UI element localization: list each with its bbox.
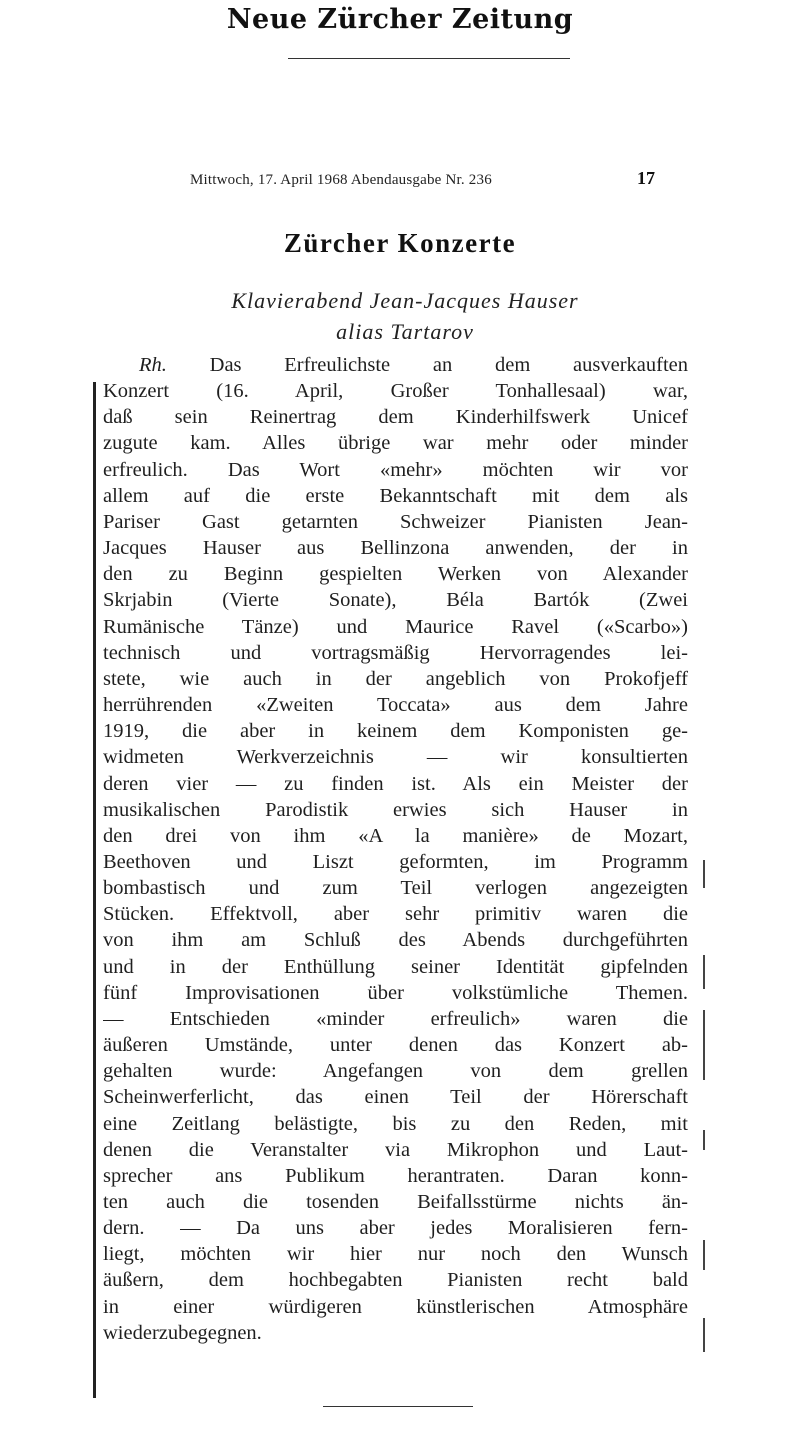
article-line: technisch und vortragsmäßig Hervorragendes lei- — [103, 641, 688, 664]
article-line: Jacques Hauser aus Bellinzona anwenden, der in — [103, 537, 688, 560]
column-marker-right — [703, 1318, 705, 1352]
column-marker-right — [703, 955, 705, 989]
article-line: Scheinwerferlicht, das einen Teil der Hörerschaft — [103, 1086, 688, 1109]
article-line: denen die Veranstalter via Mikrophon und Laut- — [103, 1138, 688, 1161]
subheadline — [160, 285, 650, 347]
column-marker-right — [703, 1240, 705, 1270]
column-marker-right — [703, 1130, 705, 1150]
article-line: liegt, möchten wir hier nur noch den Wunsch — [103, 1243, 688, 1266]
article-line: wiederzubegegnen. — [103, 1321, 262, 1344]
article-line: allem auf die erste Bekanntschaft mit dem als — [103, 484, 688, 507]
column-marker-left — [93, 382, 96, 1398]
article-line: erfreulich. Das Wort «mehr» möchten wir vor — [103, 458, 688, 481]
article-line: daß sein Reinertrag dem Kinderhilfswerk Unicef — [103, 406, 688, 429]
article-line: Beethoven und Liszt geformten, im Programm — [103, 850, 688, 873]
article-line: äußern, dem hochbegabten Pianisten recht bald — [103, 1269, 688, 1292]
article-line: Konzert (16. April, Großer Tonhallesaal) war, — [103, 380, 688, 403]
article-line: musikalischen Parodistik erwies sich Hauser in — [103, 798, 688, 821]
article-line: dern. — Da uns aber jedes Moralisieren fern- — [103, 1217, 688, 1240]
article-line: ten auch die tosenden Beifallsstürme nichts än- — [103, 1191, 688, 1213]
article-line: 1919, die aber in keinem dem Komponisten ge- — [103, 720, 688, 743]
article-line: zugute kam. Alles übrige war mehr oder minder — [103, 432, 688, 455]
article-line: eine Zeitlang belästigte, bis zu den Reden, mit — [103, 1112, 688, 1135]
author-initials: Rh. — [139, 354, 167, 376]
article-line: Stücken. Effektvoll, aber sehr primitiv waren die — [103, 903, 688, 926]
article-line: herrührenden «Zweiten Toccata» aus dem Jahre — [103, 694, 688, 717]
article-line: widmeten Werkverzeichnis — wir konsultierten — [103, 746, 688, 769]
article-line: bombastisch und zum Teil verlogen angezeigten — [103, 877, 688, 900]
article-line: Rh. Das Erfreulichste an dem ausverkauften — [139, 354, 688, 376]
article-line: den zu Beginn gespielten Werken von Alexander — [103, 563, 688, 586]
headline: Zürcher Konzerte — [283, 228, 517, 258]
article-line: und in der Enthüllung seiner Identität gipfelnden — [103, 955, 688, 978]
article-line: Rumänische Tänze) und Maurice Ravel («Scarbo») — [103, 615, 688, 638]
column-marker-right — [703, 1010, 705, 1080]
article-line: — Entschieden «minder erfreulich» waren die — [103, 1007, 688, 1030]
masthead-rule — [288, 58, 570, 59]
subheadline-line: alias Tartarov — [336, 319, 474, 344]
article-line: Skrjabin (Vierte Sonate), Béla Bartók (Zwei — [103, 589, 688, 612]
article-line: von ihm am Schluß des Abends durchgeführten — [103, 929, 688, 952]
article-line: gehalten wurde: Angefangen von dem grellen — [103, 1060, 688, 1083]
article-body — [103, 352, 688, 1346]
article-line: in einer würdigeren künstlerischen Atmosphäre — [103, 1295, 688, 1318]
article-line: äußeren Umstände, unter denen das Konzert ab- — [103, 1034, 688, 1057]
page-number: 17 — [637, 168, 655, 188]
dateline: Mittwoch, 17. April 1968 Abendausgabe Nr. 236 — [190, 172, 492, 188]
article-line: deren vier — zu finden ist. Als ein Meister der — [103, 772, 688, 795]
column-marker-right — [703, 860, 705, 888]
newspaper-masthead: Neue Zürcher Zeitung — [226, 4, 574, 35]
article-line: stete, wie auch in der angeblich von Prokofjeff — [103, 667, 688, 690]
article-line: den drei von ihm «A la manière» de Mozart, — [103, 824, 688, 847]
article-line: sprecher ans Publikum herantraten. Daran konn- — [103, 1164, 688, 1187]
article-line: fünf Improvisationen über volkstümliche Themen. — [103, 981, 688, 1004]
end-rule — [323, 1406, 473, 1407]
article-line: Pariser Gast getarnten Schweizer Pianisten Jean- — [103, 510, 688, 533]
subheadline-line: Klavierabend Jean-Jacques Hauser — [231, 288, 579, 313]
